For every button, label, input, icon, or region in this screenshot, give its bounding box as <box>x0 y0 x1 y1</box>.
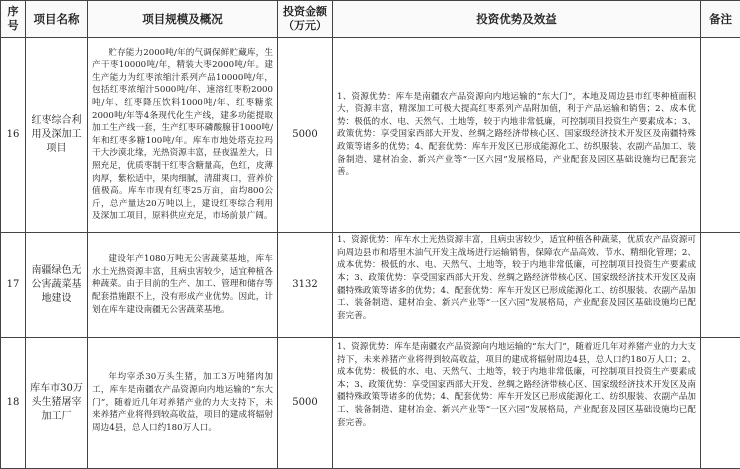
investment-amount: 5000 <box>278 337 333 468</box>
row-number: 16 <box>1 38 26 233</box>
row-number: 17 <box>1 232 26 337</box>
row-number: 18 <box>1 337 26 468</box>
project-name: 南疆绿色无公害蔬菜基地建设 <box>26 232 88 337</box>
investment-advantage-cell <box>333 232 701 337</box>
project-scale: 贮存能力2000吨/年的气调保鲜贮藏库，生产干枣10000吨/年，精装大枣2000吨/年。建生产能力为红枣浓缩汁系列产品10000吨/年，包括红枣浓缩汁5000吨/年、速溶红枣粉2000吨/年、红枣降压饮料1000吨/年、红枣糖浆2000吨/年等4条现代化生产线，建多功能提取加工生产线一套，生产红枣环磷酸腺苷1000吨/年和红枣多糖100吨/年。库车市地处塔克拉玛干大沙漠北缘，光热资源丰富，昼夜温差大，日照充足，优质枣制干红枣含糖量高，色红，皮薄肉厚，紫松适中，果肉细腻，清甜爽口，营养价值极高。库车市现有红枣25万亩，亩均800公斤，总产量达20万吨以上，建设红枣综合利用及深加工项目，原料供应充足，市场前景广阔。 <box>88 38 278 233</box>
investment-amount: 5000 <box>278 38 333 233</box>
project-name: 库车市30万头生猪屠宰加工厂 <box>26 337 88 468</box>
header-scale: 项目规模及概况 <box>88 1 278 38</box>
table-row <box>1 232 740 337</box>
table-row <box>1 337 740 468</box>
investment-advantage: 1、资源优势：库车水土光热资源丰富，且病虫害较少，适宜种植各种蔬菜，优质农产品资源可向周边县市和塔里木油气开发主战场进行运输销售，保障农产品高效、节水、精细化管理；2、成本优势：极低的水、电、天然气、土地等，较于内地非常低廉，可控制项目投资生产要素成本；3、政策优势：享受国家西部大开发、丝绸之路经济带核心区、国家级经济技术开发区及南疆特殊政策等诸多的优势；4、配套优势：库车开发区已形成能源化工、纺织服装、农副产品加工、装备制造、建材冶金、新兴产业等“一区六园”发展格局，产业配套及园区基础设施均已配套完善。 <box>337 235 696 321</box>
project-name: 红枣综合利用及深加工项目 <box>26 38 88 233</box>
header-num: 序 号 <box>1 1 26 38</box>
project-scale: 年均宰杀30万头生猪，加工3万吨猪肉加工，库车是南疆农产品资源向内地运输的“东大门”，随着近几年对养猪产业的力大支持下，未来养猪产业将得到较高收益，项目的建成将辐射周边4县，总人口约180万人口。 <box>88 337 278 468</box>
investment-advantage-cell <box>333 337 701 468</box>
header-name: 项目名称 <box>26 1 88 38</box>
investment-amount: 3132 <box>278 232 333 337</box>
header-amount: 投资金额 （万元） <box>278 1 333 38</box>
project-note <box>701 232 740 337</box>
table-row <box>1 38 740 233</box>
project-note <box>701 337 740 468</box>
header-note: 备注 <box>701 1 740 38</box>
investment-advantage: 1、资源优势：库车是南疆农产品资源向内地运输的“东大门”，随着近几年对养猪产业的力大支持下，未来养猪产业将得到较高收益，项目的建成将辐射周边4县，总人口约180万人口；2、成本优势：极低的水、电、天然气、土地等，较于内地非常低廉，可控制项目投资生产要素成本；3、政策优势：享受国家西部大开发、丝绸之路经济带核心区、国家级经济技术开发区及南疆特殊政策等诸多的优势；4、配套优势：库车开发区已形成能源化工、纺织服装、农副产品加工、装备制造、建材冶金、新兴产业等“一区六园”发展格局，产业配套及园区基础设施均已配套完善。 <box>337 341 696 428</box>
project-scale: 建设年产1080万吨无公害蔬菜基地，库车水土光热资源丰富，且病虫害较少，适宜种植各种蔬菜。由于目前的生产、加工、管理和储存等配套措施跟不上，没有形成产业优势。因此，计划在库车建设南疆无公害蔬菜基地。 <box>88 232 278 337</box>
investment-advantage: 1、资源优势：库车是南疆农产品资源向内地运输的“东大门”，本地及周边县市红枣种植面积大，资源丰富，精深加工可极大提高红枣系列产品附加值，利于产品运输和销售；2、成本优势：极低的水、电、天然气、土地等，较于内地非常低廉，可控制项目投资生产要素成本；3、政策优势：享受国家西部大开发、丝绸之路经济带核心区、国家级经济技术开发区及南疆特殊政策等诸多的优势；4、配套优势：库车开发区已形成能源化工、纺织服装、农副产品加工、装备制造、建材冶金、新兴产业等“一区六园”发展格局，产业配套及园区基础设施均已配套完善。 <box>333 38 701 233</box>
table-header-row <box>1 1 740 38</box>
header-advantage: 投资优势及效益 <box>333 1 701 38</box>
project-note <box>701 38 740 233</box>
